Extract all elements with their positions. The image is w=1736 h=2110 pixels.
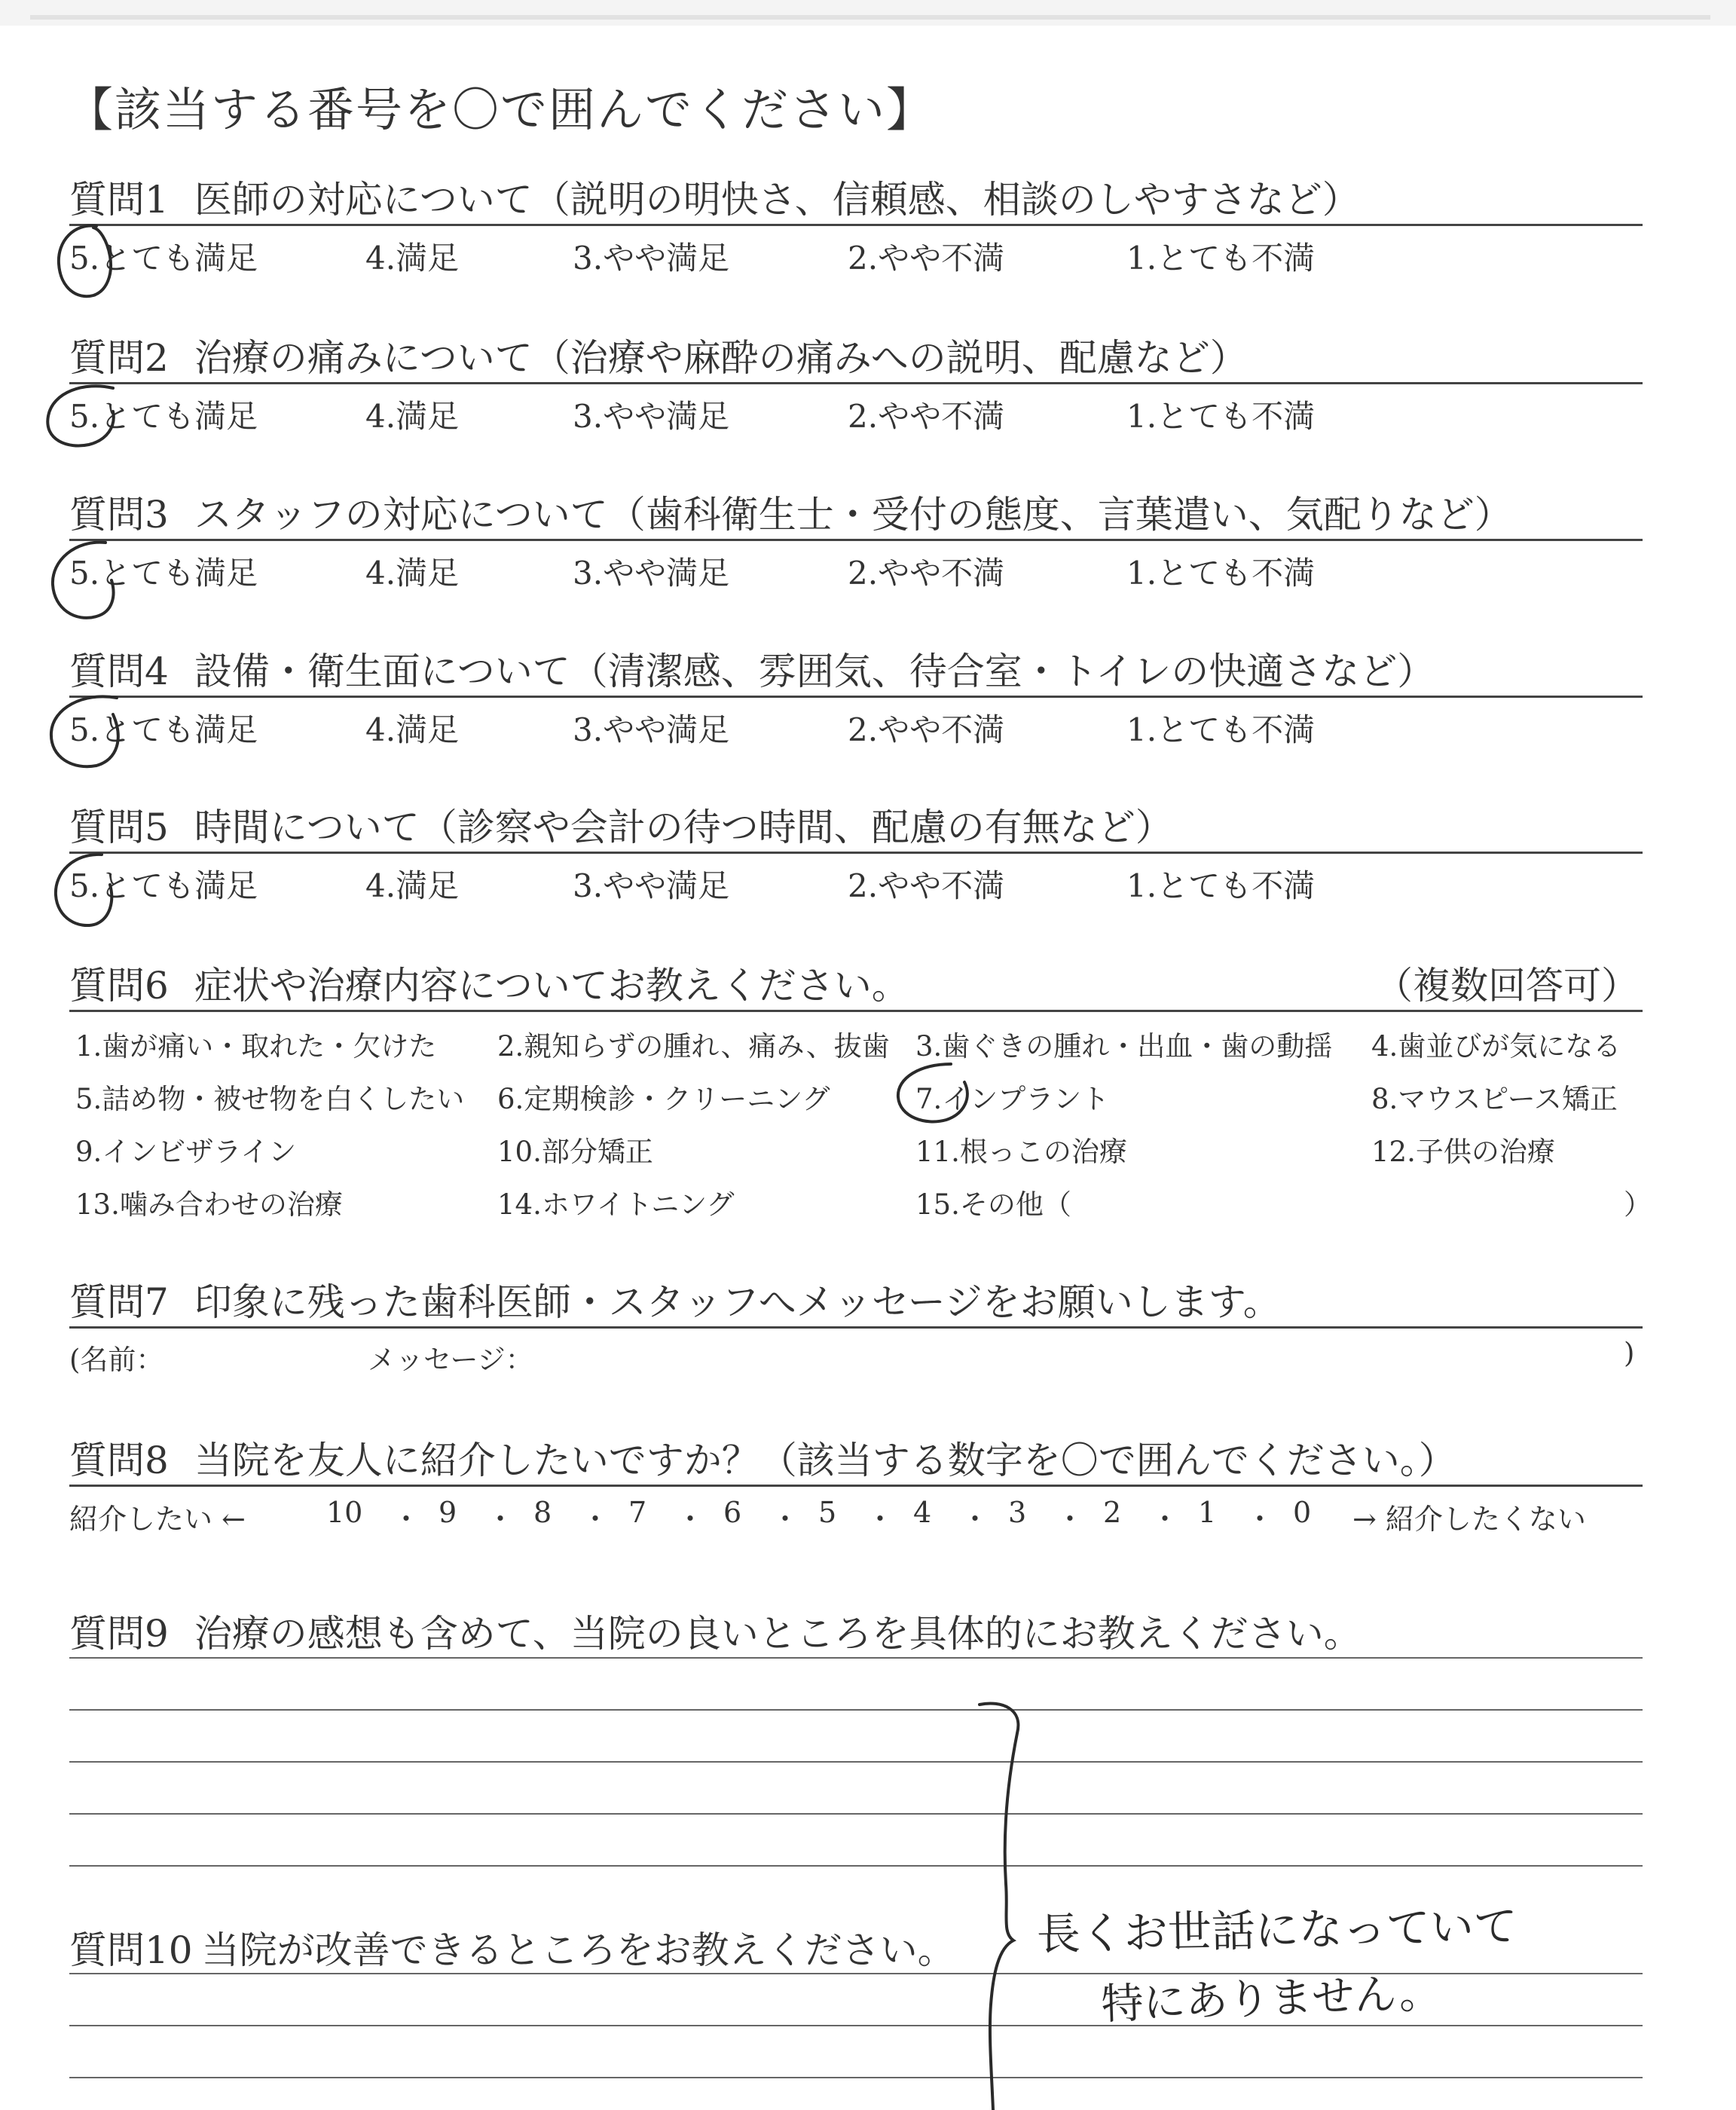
q7-message-label[interactable]: メッセージ： [368,1344,533,1376]
q6-option-1[interactable]: 1.歯が痛い・取れた・欠けた [75,1030,437,1063]
q8-rule [69,1485,1643,1487]
q8-dot: ・ [1056,1503,1085,1536]
q8-number-0[interactable]: 0 [1293,1496,1312,1529]
q1-option-4[interactable]: 4.満足 [365,240,460,277]
q6-option-3[interactable]: 3.歯ぐきの腫れ・出血・歯の動揺 [915,1030,1333,1063]
q8-dot: ・ [866,1503,895,1536]
q8-number-8[interactable]: 8 [533,1496,552,1529]
q9-text: 治療の感想も含めて、当院の良いところを具体的にお教えください。 [194,1612,1362,1656]
q2-option-3[interactable]: 3.やや満足 [573,398,730,435]
q2-option-2[interactable]: 2.やや不満 [848,398,1005,435]
q7-name-label[interactable]: (名前： [69,1344,164,1376]
q9-answer-line[interactable] [69,1813,1643,1815]
q9-heading [69,1604,1362,1658]
q8-left-label: 紹介したい ← [69,1503,246,1536]
q8-number-9[interactable]: 9 [439,1496,457,1529]
q1-heading [69,170,1360,224]
q8-number-3[interactable]: 3 [1008,1496,1027,1529]
q5-text: 時間について（診察や会計の待つ時間、配慮の有無など） [194,806,1173,849]
q4-option-3[interactable]: 3.やや満足 [573,711,730,748]
q6-option-7[interactable]: 7.インプラント [915,1083,1110,1115]
q8-number-10[interactable]: 10 [326,1496,363,1529]
q6-option-13[interactable]: 13.噛み合わせの治療 [75,1188,343,1221]
q8-number-7[interactable]: 7 [628,1496,647,1529]
q8-dot: ・ [1151,1503,1180,1536]
q9-label: 質問9 [69,1612,169,1656]
handwritten-line-1: 長くお世話になっていて [1036,1900,1518,1960]
q8-dot: ・ [392,1503,421,1536]
q7-text: 印象に残った歯科医師・スタッフへメッセージをお願いします。 [194,1280,1281,1324]
q6-label: 質問6 [69,964,169,1008]
q5-option-5[interactable]: 5.とても満足 [69,867,258,904]
q1-label: 質問1 [69,178,169,222]
q6-option-15[interactable]: 15.その他（ [915,1188,1071,1221]
q9-answer-line[interactable] [69,1761,1643,1763]
q10-heading [69,1920,955,1974]
q8-dot: ・ [1245,1503,1275,1536]
q6-option-8[interactable]: 8.マウスピース矯正 [1371,1083,1618,1115]
q2-heading [69,328,1248,382]
q3-text: スタッフの対応について（歯科衛生士・受付の態度、言葉遣い、気配りなど） [194,493,1512,537]
q6-option-9[interactable]: 9.インビザライン [75,1136,297,1168]
q7-rule [69,1326,1643,1329]
q8-dot: ・ [961,1503,990,1536]
q7-heading [69,1272,1281,1326]
q7-close-paren: ) [1624,1337,1635,1369]
q8-dot: ・ [486,1503,515,1536]
q3-option-1[interactable]: 1.とても不満 [1126,555,1316,592]
q8-right-label: → 紹介したくない [1352,1503,1586,1536]
q4-option-1[interactable]: 1.とても不満 [1126,711,1316,748]
q6-option-5[interactable]: 5.詰め物・被せ物を白くしたい [75,1083,465,1115]
q3-rule [69,539,1643,541]
q1-option-1[interactable]: 1.とても不満 [1126,240,1316,277]
q8-number-2[interactable]: 2 [1103,1496,1122,1529]
q6-option-12[interactable]: 12.子供の治療 [1371,1136,1555,1168]
q3-option-4[interactable]: 4.満足 [365,555,460,592]
q5-option-2[interactable]: 2.やや不満 [848,867,1005,904]
q6-text: 症状や治療内容についてお教えください。 [194,964,909,1008]
q5-option-4[interactable]: 4.満足 [365,867,460,904]
q8-number-6[interactable]: 6 [723,1496,742,1529]
q6-option-11[interactable]: 11.根っこの治療 [915,1136,1127,1168]
q2-label: 質問2 [69,336,169,380]
q4-option-5[interactable]: 5.とても満足 [69,711,258,748]
q6-option-14[interactable]: 14.ホワイトニング [497,1188,735,1221]
q4-rule [69,696,1643,698]
q8-number-1[interactable]: 1 [1198,1496,1217,1529]
q10-text: 当院が改善できるところをお教えください。 [201,1928,955,1972]
q1-option-5[interactable]: 5.とても満足 [69,240,258,277]
q8-number-5[interactable]: 5 [818,1496,837,1529]
q3-heading [69,485,1512,539]
q2-option-5[interactable]: 5.とても満足 [69,398,258,435]
q1-option-2[interactable]: 2.やや不満 [848,240,1005,277]
scan-top-edge [0,0,1736,26]
q6-option-4[interactable]: 4.歯並びが気になる [1371,1030,1621,1063]
q6-heading [69,956,909,1010]
q1-option-3[interactable]: 3.やや満足 [573,240,730,277]
q8-text: 当院を友人に紹介したいですか？（該当する数字を〇で囲んでください。） [194,1439,1456,1482]
q9-answer-line[interactable] [69,1657,1643,1659]
handwritten-line-2: 特にありません。 [1100,1968,1442,2029]
q6-option-15-close: ） [1624,1188,1652,1221]
q6-rule [69,1010,1643,1012]
q2-option-1[interactable]: 1.とても不満 [1126,398,1316,435]
q6-multi-note: （複数回答可） [1375,964,1639,1008]
q10-label: 質問10 [69,1928,193,1972]
q5-option-1[interactable]: 1.とても不満 [1126,867,1316,904]
q6-option-6[interactable]: 6.定期検診・クリーニング [497,1083,830,1115]
q9-answer-line[interactable] [69,1865,1643,1867]
q5-heading [69,797,1173,852]
q4-text: 設備・衛生面について（清潔感、雰囲気、待合室・トイレの快適さなど） [194,650,1435,693]
q7-label: 質問7 [69,1280,169,1324]
q3-option-3[interactable]: 3.やや満足 [573,555,730,592]
q9-answer-line[interactable] [69,1709,1643,1711]
q5-option-3[interactable]: 3.やや満足 [573,867,730,904]
q4-label: 質問4 [69,650,169,693]
q10-answer-line[interactable] [69,2025,1643,2026]
q8-dot: ・ [581,1503,610,1536]
q2-option-4[interactable]: 4.満足 [365,398,460,435]
q6-option-10[interactable]: 10.部分矯正 [497,1136,653,1168]
q8-dot: ・ [771,1503,800,1536]
q10-answer-line[interactable] [69,2077,1643,2078]
q8-number-4[interactable]: 4 [913,1496,932,1529]
q8-label: 質問8 [69,1439,169,1482]
q2-rule [69,382,1643,384]
q4-option-2[interactable]: 2.やや不満 [848,711,1005,748]
q6-option-2[interactable]: 2.親知らずの腫れ、痛み、抜歯 [497,1030,890,1063]
scan-top-shadow [30,15,1710,20]
q1-text: 医師の対応について（説明の明快さ、信頼感、相談のしやすさなど） [194,178,1360,222]
q4-option-4[interactable]: 4.満足 [365,711,460,748]
q4-heading [69,641,1435,696]
q2-text: 治療の痛みについて（治療や麻酔の痛みへの説明、配慮など） [194,336,1248,380]
page-title: 【該当する番号を〇で囲んでください】 [66,82,935,137]
bracket-mark [980,1704,1018,2110]
q3-label: 質問3 [69,493,169,537]
q8-heading [69,1430,1456,1485]
q1-rule [69,224,1643,226]
q3-option-2[interactable]: 2.やや不満 [848,555,1005,592]
q5-label: 質問5 [69,806,169,849]
q5-rule [69,852,1643,854]
q8-dot: ・ [676,1503,705,1536]
q3-option-5[interactable]: 5.とても満足 [69,555,258,592]
